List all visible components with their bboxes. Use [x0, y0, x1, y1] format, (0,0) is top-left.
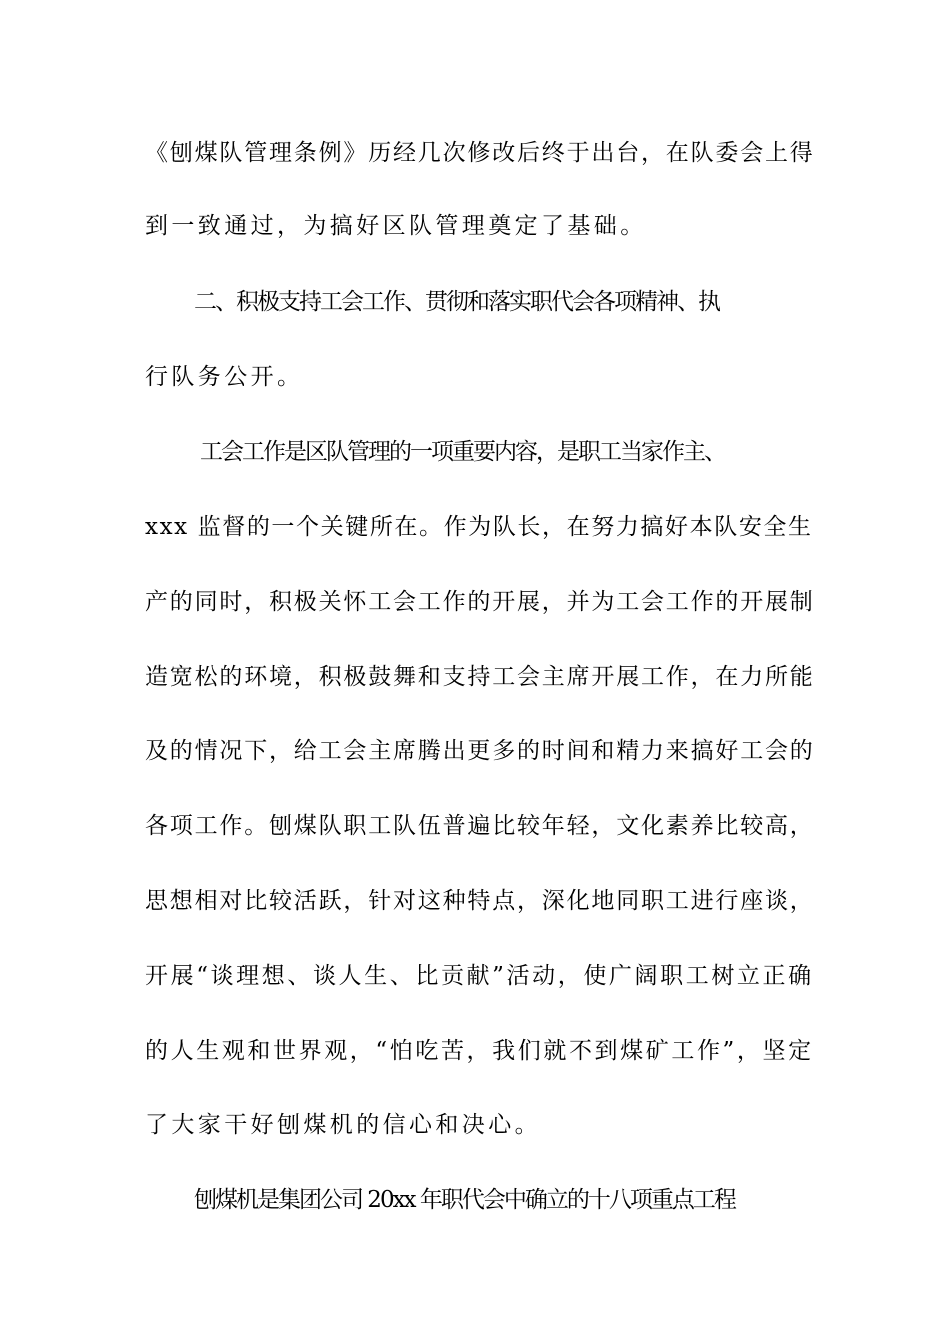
text-line: 的人生观和世界观，“怕吃苦，我们就不到煤矿工作”，坚定 [145, 1038, 814, 1064]
text-line: 各项工作。刨煤队职工队伍普遍比较年轻，文化素养比较高， [145, 813, 815, 839]
text-line: 产的同时，积极关怀工会工作的开展，并为工会工作的开展制 [145, 589, 815, 615]
text-line: 开展“谈理想、谈人生、比贡献”活动，使广阔职工树立正确 [145, 963, 814, 989]
text-line: 工会工作是区队管理的一项重要内容，是职工当家作主、 [200, 439, 725, 465]
section-heading-line: 行队务公开。 [145, 364, 304, 390]
text-line: 到一致通过，为搞好区队管理奠定了基础。 [145, 213, 647, 239]
text-line: 《刨煤队管理条例》历经几次修改后终于出台，在队委会上得 [145, 140, 815, 166]
text-line: 思想相对比较活跃，针对这种特点，深化地同职工进行座谈， [145, 888, 815, 914]
text-line: 造宽松的环境，积极鼓舞和支持工会主席开展工作，在力所能 [145, 664, 815, 690]
text-line: 及的情况下，给工会主席腾出更多的时间和精力来搞好工会的 [145, 738, 815, 764]
text-line: xxx 监督的一个关键所在。作为队长，在努力搞好本队安全生 [145, 514, 813, 540]
text-line: 了大家干好刨煤机的信心和决心。 [145, 1112, 541, 1138]
section-heading-line: 二、积极支持工会工作、贯彻和落实职代会各项精神、执 [194, 289, 719, 315]
text-line: 刨煤机是集团公司 20xx 年职代会中确立的十八项重点工程 [194, 1187, 735, 1213]
